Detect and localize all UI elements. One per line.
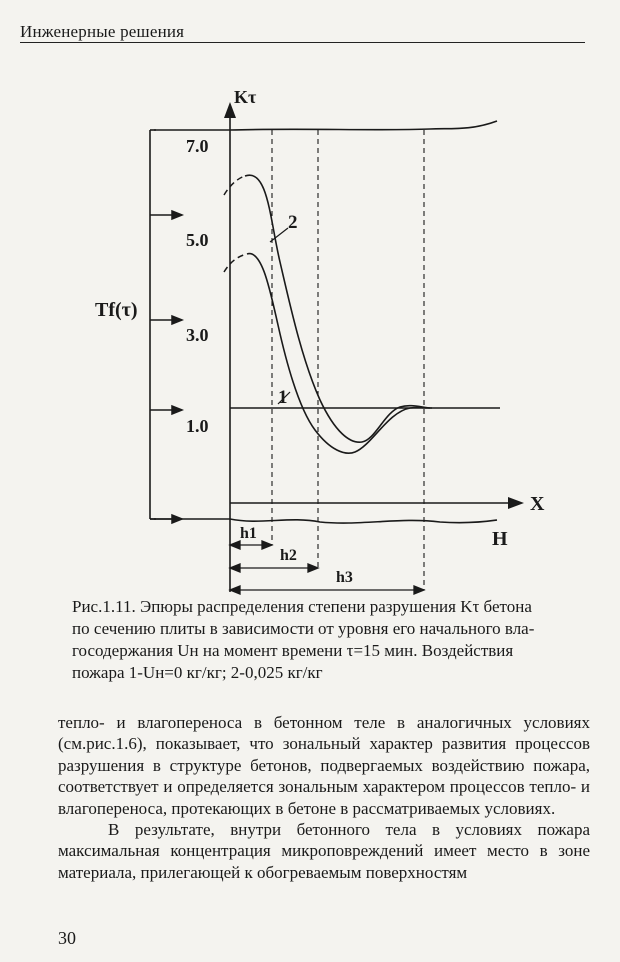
bracket-label: Tf(τ) bbox=[95, 299, 138, 321]
caption-line: госодержания Uн на момент времени τ=15 мин. Воздействия bbox=[72, 641, 514, 660]
y-tick-label: 5.0 bbox=[186, 230, 209, 250]
bracket-arrows bbox=[150, 211, 182, 523]
caption-line: по сечению плиты в зависимости от уровня его начального вла- bbox=[72, 619, 535, 638]
curve-1-label: 1 bbox=[278, 387, 288, 408]
paragraph: В результате, внутри бетонного тела в условиях пожара максимальная концентрация микроповреждений имеет место в зоне материала, прилегающей к обогреваемым поверхностям bbox=[58, 820, 590, 882]
caption-line: пожара 1-Uн=0 кг/кг; 2-0,025 кг/кг bbox=[72, 663, 323, 682]
dimension-h3 bbox=[230, 586, 424, 594]
dimension-h2-label: h2 bbox=[280, 547, 297, 564]
curve-2 bbox=[245, 175, 430, 442]
curve-2-dashed bbox=[224, 176, 245, 195]
dimension-h1-label: h1 bbox=[240, 525, 257, 542]
paragraph: тепло- и влагопереноса в бетонном теле в аналогичных условиях (см.рис.1.6), показывает, что зональный характер развития процессов разрушения в структуре бетонов, подвергаемых воздействию пожара, соответствует и определяется зональным характером процессов тепло- и влагопереноса, протекающих в бетоне в рассматриваемых условиях. bbox=[58, 713, 590, 818]
curve-2-label: 2 bbox=[288, 212, 298, 233]
running-head: Инженерные решения bbox=[20, 22, 185, 41]
y-tick-label: 7.0 bbox=[186, 136, 209, 156]
x-axis-arrow bbox=[508, 497, 524, 509]
dimension-h1 bbox=[230, 541, 272, 549]
page-number: 30 bbox=[58, 928, 76, 948]
top-boundary bbox=[154, 121, 497, 130]
bottom-boundary bbox=[154, 519, 497, 523]
curve-2-leader bbox=[270, 228, 288, 242]
x-end-label: H bbox=[492, 528, 508, 550]
curve-1-dashed bbox=[224, 254, 247, 272]
y-tick-label: 1.0 bbox=[186, 416, 209, 436]
caption-line: Рис.1.11. Эпюры распределения степени разрушения Kτ бетона bbox=[72, 597, 532, 616]
curve-1 bbox=[247, 254, 432, 454]
dimension-h3-label: h3 bbox=[336, 569, 353, 586]
y-tick-label: 3.0 bbox=[186, 325, 209, 345]
y-axis-label: Kτ bbox=[234, 87, 257, 107]
figure-caption bbox=[72, 596, 592, 684]
dimension-h2 bbox=[230, 564, 318, 572]
x-axis-label: X bbox=[530, 493, 545, 515]
body-text bbox=[58, 712, 590, 883]
